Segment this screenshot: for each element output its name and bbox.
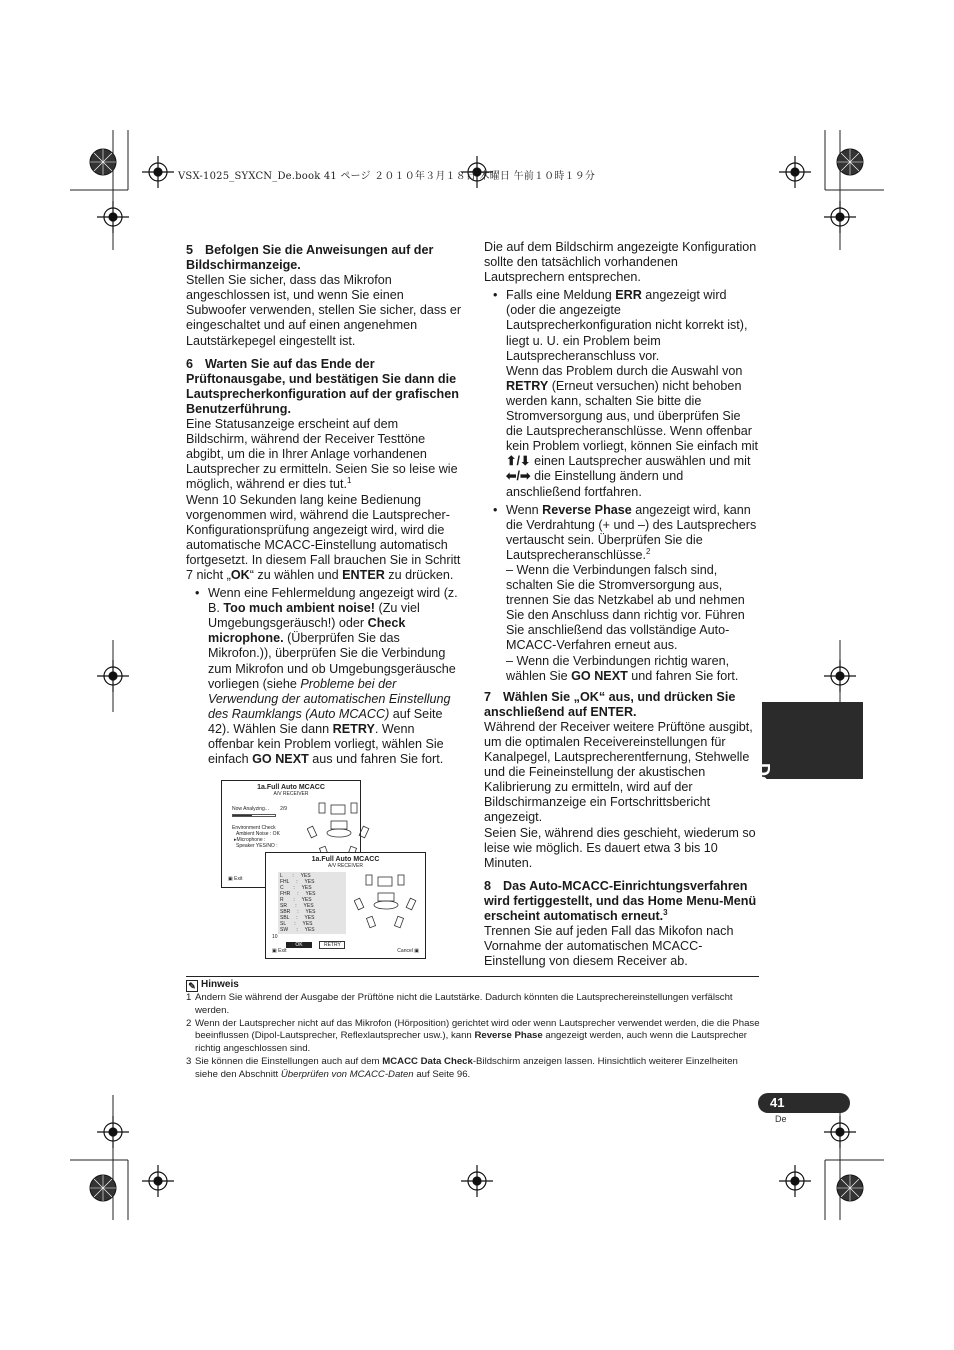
osd-cancel[interactable]: Cancel ▣: [397, 948, 419, 954]
footnote-3: 3 Sie können die Einstellungen auch auf dem MCACC Data Check-Bildschirm anzeigen lassen. Hinsichtlich weiterer Einzelheiten siehe den Abschnitt Überprüfen von MCACC-Daten auf Seite 96.: [186, 1055, 738, 1080]
config-bullets: [484, 288, 759, 683]
footnote-ref-1[interactable]: 1: [347, 476, 352, 486]
osd-env-check: Environment Check: [232, 825, 276, 831]
list-item: SBR : YES: [280, 909, 316, 915]
step-7-heading: 7 Wählen Sie „OK“ aus, und drücken Sie anschließend auf ENTER.: [484, 689, 736, 719]
speaker-layout-icon: [307, 799, 377, 859]
language-side-tab: Deutsch: [762, 702, 863, 779]
return-icon: ▣: [228, 876, 233, 882]
step-5-heading: 5 Befolgen Sie die Anweisungen auf der Bildschirmanzeige.: [186, 243, 434, 273]
notes-title: ✎ Hinweis: [186, 979, 239, 992]
speaker-result-list: [278, 872, 346, 934]
step-6-body-1: Eine Statusanzeige erscheint auf dem Bildschirm, während der Receiver Testtöne abgibt, um die in Ihrer Anlage vorhandenen Lautsprecher zu ermitteln. Seien Sie so leise wie möglich, während er dies tut.$^1$: [186, 417, 458, 492]
osd-countdown: 10: [272, 934, 278, 940]
left-right-arrow-icon: ⬅/➡: [506, 469, 531, 484]
osd-subtitle: A/V RECEIVER: [327, 863, 363, 869]
step-5-body: Stellen Sie sicher, dass das Mikrofon angeschlossen ist, und wenn Sie einen Subwoofer verwenden, stellen Sie sicher, dass er eingeschaltet und auf einen angenehmen Lautstärkepegel eingestellt ist.: [186, 273, 462, 348]
list-item: • Wenn eine Fehlermeldung angezeigt wird (z. B. Too much ambient noise! (Zu viel Umgebungsgeräusch!) oder Check microphone. (Überprüfen Sie das Mikrofon.)), überprüfen Sie die Verbindung zum Mikrofon und ob Umgebungsgeräusche vorliegen (siehe Probleme bei der Verwendung der automatischen Einstellung des Raumklangs (Auto MCACC) auf Seite 42). Wählen Sie dann RETRY. Wenn offenbar kein Problem vorliegt, wählen Sie einfach GO NEXT aus und fahren Sie fort.: [186, 586, 462, 767]
step-7-body-2: Seien Sie, während dies geschieht, wiederum so leise wie möglich. Es dauert etwa 3 bis 10 Minuten.: [484, 825, 756, 870]
speaker-layout-icon: [354, 873, 424, 933]
right-column: [484, 240, 759, 969]
print-file-info: VSX-1025_SYXCN_De.book 41 ページ ２０１０年３月１８日 木曜日 午前１０時１９分: [178, 171, 596, 182]
osd-microphone[interactable]: ▸Microphone :: [234, 837, 266, 843]
footnote-1: 1 Andern Sie während der Ausgabe der Prüftöne nicht die Lautstärke. Dadurch könnten die Lautsprechereinstellungen verfälscht werden.: [186, 992, 733, 1016]
cancel-icon: ▣: [414, 948, 419, 954]
osd-screen-speaker-check: [265, 852, 426, 959]
notes-section: [186, 992, 762, 1082]
up-down-arrow-icon: ⬆/⬇: [506, 454, 531, 469]
list-item: R : YES: [280, 897, 312, 903]
step-7-body-1: Während der Receiver weitere Prüftöne ausgibt, um die optimalen Receivereinstellungen für Kanalpegel, Lautsprecherentfernung, Stehwelle und die Feineinstellung der akustischen Kalibrierung zu ermitteln, wird auf der Bildschirmanzeige ein Fortschrittsbericht angezeigt.: [484, 719, 753, 825]
osd-ambient-noise: Ambient Noise : OK: [236, 831, 280, 837]
list-item: SW : YES: [280, 927, 315, 933]
osd-analyzing-status: Now Analyzing... 2/9: [232, 806, 288, 812]
footnote-ref-2[interactable]: 2: [646, 546, 651, 556]
osd-progress-bar: [232, 814, 276, 817]
cross-reference-link[interactable]: Überprüfen von MCACC-Daten: [280, 1068, 414, 1080]
osd-exit[interactable]: ▣ Exit: [272, 948, 287, 954]
osd-subtitle: A/V RECEIVER: [273, 791, 309, 797]
notes-divider: [186, 976, 759, 977]
footnote-ref-3[interactable]: 3: [663, 907, 668, 917]
osd-speaker-yes-no: Speaker YES/NO :: [236, 843, 278, 849]
footnote-2: 2 Wenn der Lautsprecher nicht auf das Mikrofon (Hörposition) gerichtet wird oder wenn Lautsprecher verwendet werden, die die Phase beeinflussen (Dipol-Lautsprecher, Reflexlautsprecher usw.), kann Reverse Phase angezeigt werden, auch wenn die Lautsprecher richtig angeschlossen sind.: [186, 1017, 760, 1055]
list-item: • Wenn Reverse Phase angezeigt wird, kann die Verdrahtung (+ und –) des Lautsprechers vertauscht sein. Überprüfen Sie die Lautsprecheranschlüsse.$^2$ – Wenn die Verbindungen falsch sind, schalten Sie die Stromversorgung aus, trennen Sie das Netzkabel ab und nehmen Sie den Anschluss dann richtig vor. Führen Sie anschließend das vollständige Auto-MCACC-Verfahren erneut aus. – Wenn die Verbindungen richtig waren, wählen Sie GO NEXT und fahren Sie fort.: [484, 503, 759, 684]
list-item: L : YES: [280, 873, 311, 879]
list-item: FHL : YES: [280, 879, 315, 885]
osd-title: 1a.Full Auto MCACC: [257, 784, 325, 791]
osd-exit[interactable]: ▣ Exit: [228, 876, 243, 882]
step-8-heading: 8 Das Auto-MCACC-Einrichtungsverfahren wird fertiggestellt, und das Home Menu-Menü erscheint automatisch erneut.$^3$: [484, 878, 757, 924]
left-column: [186, 240, 462, 770]
step-6-bullets: [186, 586, 462, 767]
osd-title: 1a.Full Auto MCACC: [311, 856, 380, 863]
return-icon: ▣: [272, 948, 277, 954]
list-item: FHR : YES: [280, 891, 316, 897]
step-6-body-2: Wenn 10 Sekunden lang keine Bedienung vorgenommen wird, während die Lautsprecher-Konfigurationsprüfung angezeigt wird, wird die automatische MCACC-Einstellung automatisch fortgesetzt. In diesem Fall brauchen Sie in Schritt 7 nicht „OK“ zu wählen und ENTER zu drücken.: [186, 492, 461, 582]
config-intro: Die auf dem Bildschirm angezeigte Konfiguration sollte den tatsächlich vorhandenen Lautsprechern entsprechen.: [484, 240, 757, 285]
list-item: C : YES: [280, 885, 312, 891]
page-number: 41: [758, 1093, 850, 1113]
list-item: • Falls eine Meldung ERR angezeigt wird (oder die angezeigte Lautsprecherkonfiguration nicht korrekt ist), liegt u. U. ein Problem beim Lautsprecheranschluss vor. Wenn das Problem durch die Auswahl von RETRY (Erneut versuchen) nicht behoben werden kann, schalten Sie bitte die Stromversorgung aus, und überprüfen Sie die Lautsprecheranschlüsse. Wenn offenbar kein Problem vorliegt, können Sie einfach mit ⬆/⬇ einen Lautsprecher auswählen und mit ⬅/➡ die Einstellung ändern und anschließend fortfahren.: [484, 288, 759, 499]
step-6-heading: 6 Warten Sie auf das Ende der Prüftonausgabe, und bestätigen Sie dann die Lautsprecherkonfiguration auf der grafischen Benutzerführung.: [186, 356, 459, 416]
step-8-body: Trennen Sie auf jeden Fall das Mikofon nach Vornahme der automatischen MCACC-Einstellung von diesem Receiver ab.: [484, 924, 734, 969]
pencil-note-icon: ✎: [186, 980, 198, 992]
list-item: SL : YES: [280, 921, 313, 927]
language-code: De: [775, 1114, 787, 1124]
ok-button[interactable]: OK: [286, 942, 312, 948]
retry-button[interactable]: RETRY: [319, 941, 345, 949]
list-item: SBL : YES: [280, 915, 315, 921]
list-item: SR : YES: [280, 903, 314, 909]
